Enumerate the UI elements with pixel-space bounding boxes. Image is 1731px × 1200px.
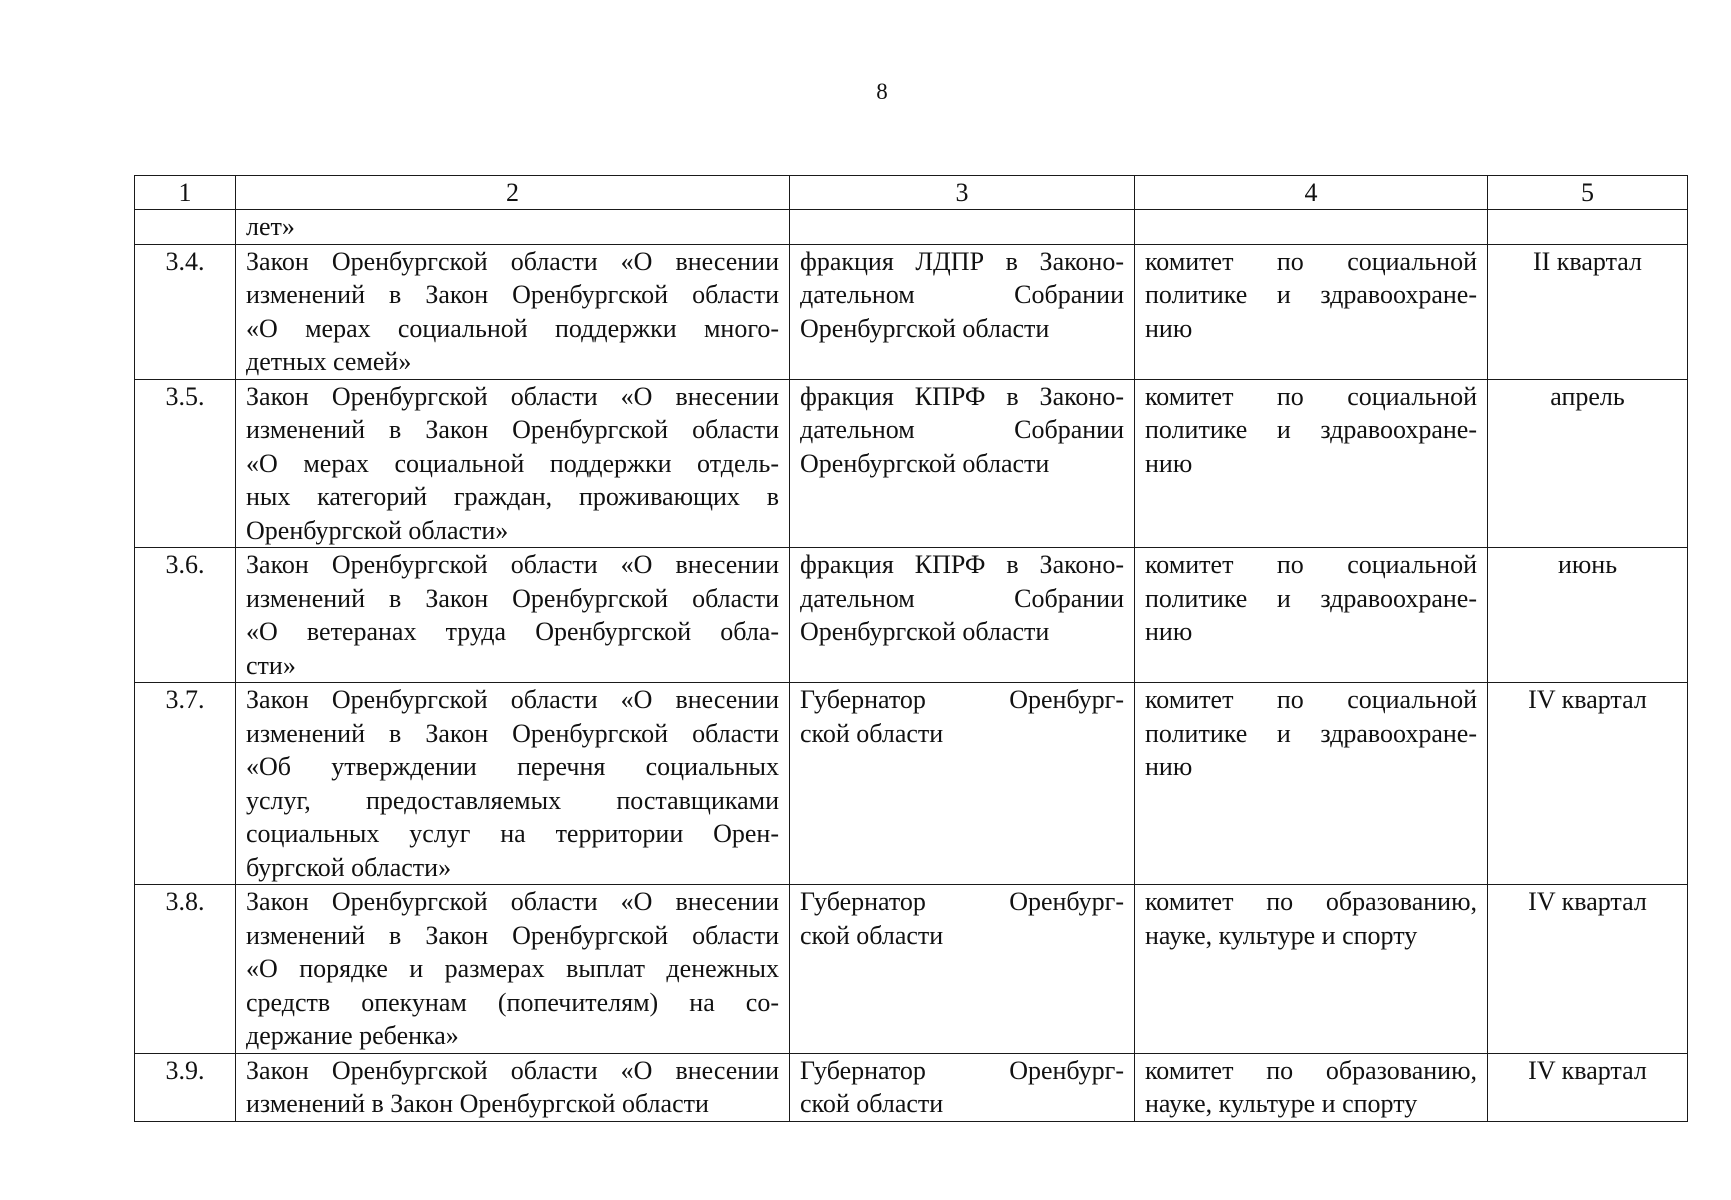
table-row (135, 379, 1688, 548)
item-number: 3.9. (135, 1053, 236, 1121)
item-number: 3.7. (135, 683, 236, 885)
table-row (135, 885, 1688, 1054)
initiator (790, 885, 1135, 1054)
column-number-2: 2 (236, 176, 790, 210)
law-title (236, 548, 790, 683)
law-title-line: средств опекунам (попечителям) на со- (246, 987, 779, 1017)
page-number: 8 (876, 79, 888, 104)
law-title (236, 379, 790, 548)
committee-line: нию (1145, 617, 1193, 646)
committee-line: науке, культуре и спорту (1145, 920, 1418, 950)
law-title-line: «О ветеранах труда Оренбургской обла- (246, 617, 779, 646)
initiator (790, 1053, 1135, 1121)
committee-line: науке, культуре и спорту (1145, 1089, 1418, 1118)
responsible-committee (1135, 244, 1488, 379)
table-row (135, 244, 1688, 379)
committee-line: комитет по социальной (1145, 246, 1477, 276)
law-title-line: ных категорий граждан, проживающих в (246, 482, 779, 511)
law-title-line: Закон Оренбургской области «О внесении (246, 1055, 779, 1085)
initiator-line: дательном Собрании (800, 415, 1124, 444)
column-number-4: 4 (1135, 176, 1488, 210)
law-title-line: сти» (246, 650, 296, 680)
initiator-line: фракция ЛДПР в Законо- (800, 246, 1124, 276)
initiator-line: фракция КПРФ в Законо- (800, 381, 1124, 411)
table-row (135, 683, 1688, 885)
committee-line: политике и здравоохране- (1145, 415, 1477, 444)
initiator (790, 379, 1135, 548)
initiator-line: ской области (800, 1089, 944, 1118)
column-number-3: 3 (790, 176, 1135, 210)
law-title-line: социальных услуг на территории Орен- (246, 819, 779, 848)
initiator (790, 683, 1135, 885)
law-title-line: держание ребенка» (246, 1021, 459, 1050)
continuation-row (135, 210, 1688, 245)
item-number: 3.5. (135, 379, 236, 548)
initiator-line: Оренбургской области (800, 448, 1050, 478)
initiator-line: ской области (800, 718, 944, 748)
law-title (236, 244, 790, 379)
law-title-line: бургской области» (246, 852, 452, 882)
committee-line: комитет по образованию, (1145, 887, 1477, 916)
law-title-line: «О мерах социальной поддержки много- (246, 313, 779, 343)
continuation-empty-cell (1488, 210, 1688, 245)
initiator-line: Губернатор Оренбург- (800, 1055, 1124, 1085)
continuation-line: лет» (246, 212, 295, 241)
responsible-committee (1135, 1053, 1488, 1121)
term: IV квартал (1488, 1053, 1688, 1121)
column-number-row (135, 176, 1688, 210)
term: II квартал (1488, 244, 1688, 379)
initiator-line: дательном Собрании (800, 280, 1124, 309)
law-title-line: изменений в Закон Оренбургской области (246, 415, 779, 444)
responsible-committee (1135, 379, 1488, 548)
committee-line: комитет по социальной (1145, 550, 1477, 579)
column-number-1: 1 (135, 176, 236, 210)
law-title (236, 683, 790, 885)
committee-line: политике и здравоохране- (1145, 280, 1477, 309)
law-title-line: «О порядке и размерах выплат денежных (246, 954, 779, 983)
term: апрель (1488, 379, 1688, 548)
law-title-line: детных семей» (246, 347, 412, 376)
committee-line: комитет по социальной (1145, 685, 1477, 714)
responsible-committee (1135, 548, 1488, 683)
initiator-line: Губернатор Оренбург- (800, 887, 1124, 916)
law-title (236, 885, 790, 1054)
law-title-line: Закон Оренбургской области «О внесении (246, 685, 779, 714)
committee-line: комитет по социальной (1145, 381, 1477, 411)
initiator-line: дательном Собрании (800, 583, 1124, 613)
initiator (790, 548, 1135, 683)
responsible-committee (1135, 885, 1488, 1054)
item-number: 3.8. (135, 885, 236, 1054)
continuation-empty-cell (1135, 210, 1488, 245)
table-row (135, 548, 1688, 683)
initiator-line: Оренбургской области (800, 617, 1050, 646)
term: IV квартал (1488, 683, 1688, 885)
committee-line: комитет по образованию, (1145, 1055, 1477, 1085)
item-number: 3.6. (135, 548, 236, 683)
continuation-text (236, 210, 790, 245)
responsible-committee (1135, 683, 1488, 885)
law-title-line: «О мерах социальной поддержки отдель- (246, 448, 779, 478)
law-title-line: Закон Оренбургской области «О внесении (246, 381, 779, 411)
initiator-line: Губернатор Оренбург- (800, 685, 1124, 714)
law-title-line: Закон Оренбургской области «О внесении (246, 246, 779, 276)
table-row (135, 1053, 1688, 1121)
initiator-line: ской области (800, 920, 944, 950)
law-title-line: изменений в Закон Оренбургской области (246, 1089, 709, 1118)
law-title-line: «Об утверждении перечня социальных (246, 752, 779, 781)
committee-line: политике и здравоохране- (1145, 583, 1477, 613)
item-number: 3.4. (135, 244, 236, 379)
continuation-empty-cell (790, 210, 1135, 245)
law-title-line: услуг, предоставляемых поставщиками (246, 785, 779, 815)
initiator-line: фракция КПРФ в Законо- (800, 550, 1124, 579)
law-title-line: Оренбургской области» (246, 515, 509, 545)
law-title-line: Закон Оренбургской области «О внесении (246, 550, 779, 579)
law-title (236, 1053, 790, 1121)
initiator (790, 244, 1135, 379)
continuation-number (135, 210, 236, 245)
law-title-line: Закон Оренбургской области «О внесении (246, 887, 779, 916)
committee-line: нию (1145, 313, 1193, 343)
term: IV квартал (1488, 885, 1688, 1054)
column-number-5: 5 (1488, 176, 1688, 210)
initiator-line: Оренбургской области (800, 313, 1050, 343)
law-title-line: изменений в Закон Оренбургской области (246, 718, 779, 748)
law-title-line: изменений в Закон Оренбургской области (246, 280, 779, 309)
law-title-line: изменений в Закон Оренбургской области (246, 920, 779, 950)
committee-line: нию (1145, 448, 1193, 478)
law-title-line: изменений в Закон Оренбургской области (246, 583, 779, 613)
committee-line: политике и здравоохране- (1145, 718, 1477, 748)
term: июнь (1488, 548, 1688, 683)
legislative-plan-table (134, 175, 1688, 1122)
committee-line: нию (1145, 752, 1193, 781)
table-body (135, 176, 1688, 1122)
